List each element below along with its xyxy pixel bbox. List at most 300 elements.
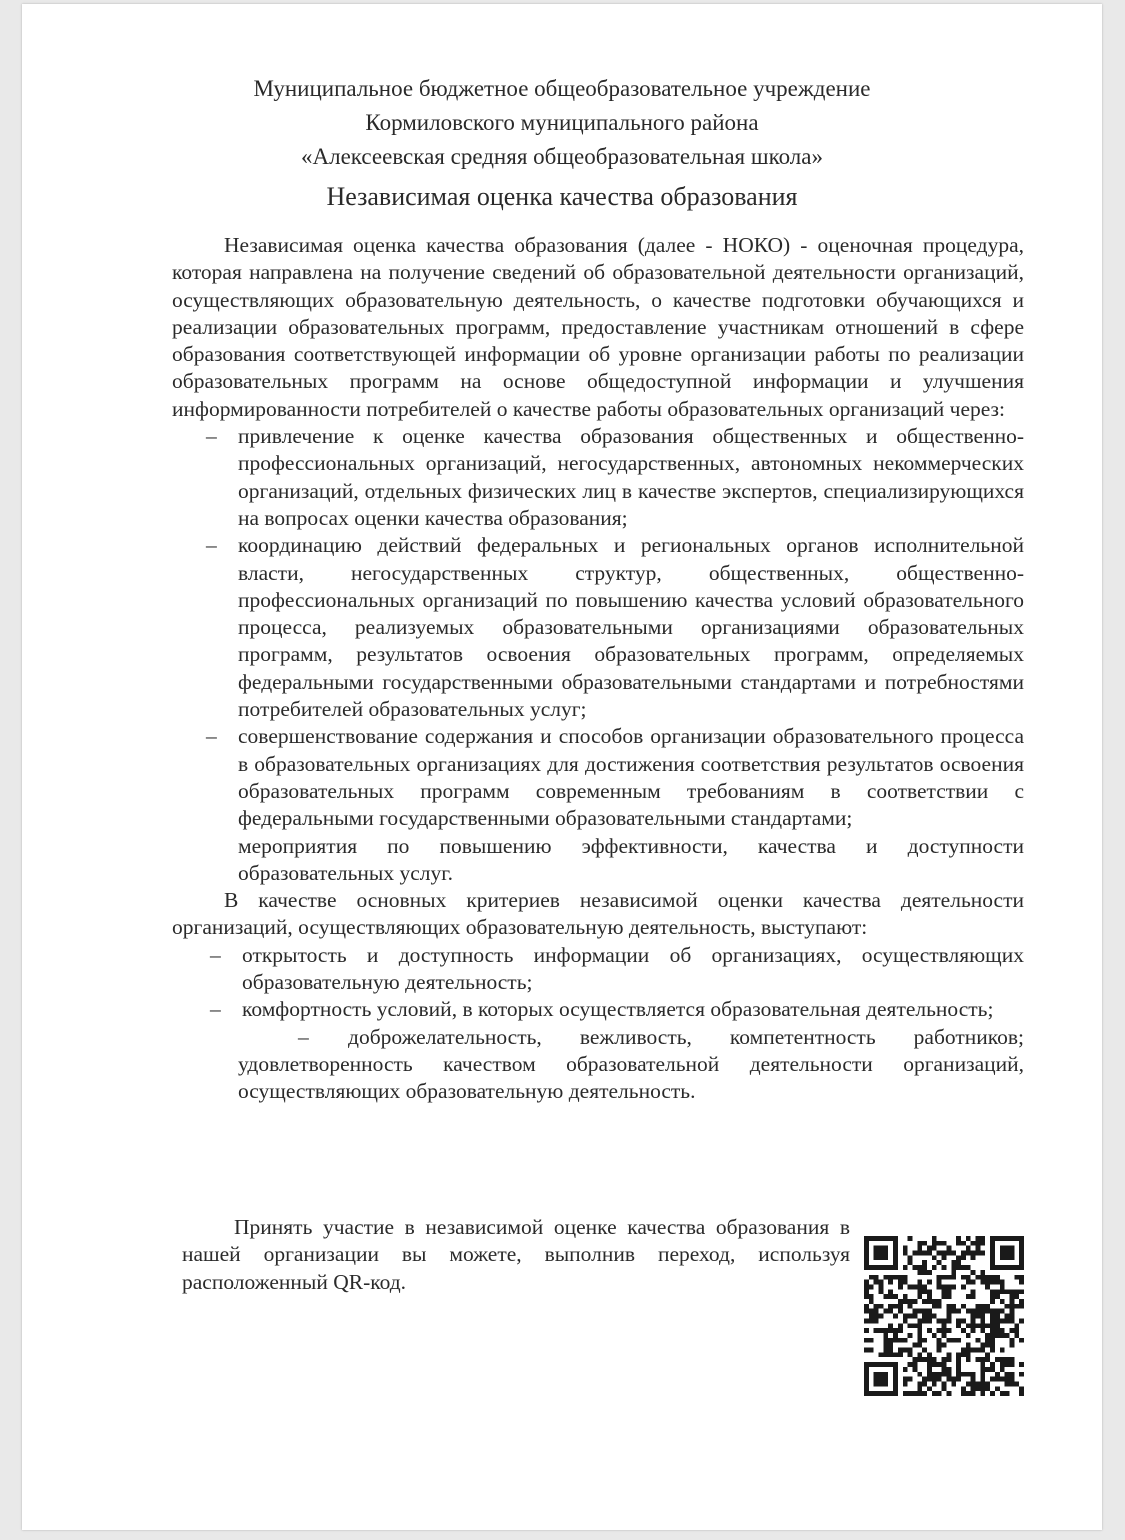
qr-module	[995, 1323, 1000, 1328]
qr-code-icon[interactable]	[864, 1236, 1024, 1396]
qr-module	[922, 1338, 927, 1343]
qr-module	[1000, 1348, 1005, 1353]
qr-module	[976, 1241, 981, 1246]
qr-module	[879, 1246, 884, 1251]
qr-module	[903, 1367, 908, 1372]
qr-module	[990, 1348, 995, 1353]
qr-module	[912, 1309, 917, 1314]
qr-module	[1014, 1328, 1019, 1333]
qr-module	[864, 1304, 869, 1309]
qr-module	[956, 1265, 961, 1270]
qr-module	[883, 1246, 888, 1251]
qr-module	[932, 1372, 937, 1377]
qr-module	[971, 1348, 976, 1353]
qr-module	[879, 1328, 884, 1333]
qr-module	[912, 1265, 917, 1270]
qr-module	[995, 1289, 1000, 1294]
qr-module	[864, 1381, 869, 1386]
qr-module	[893, 1372, 898, 1377]
qr-module	[946, 1352, 951, 1357]
qr-module	[1019, 1372, 1024, 1377]
qr-module	[864, 1386, 869, 1391]
qr-module	[927, 1251, 932, 1256]
qr-module	[888, 1343, 893, 1348]
qr-module	[908, 1255, 913, 1260]
qr-module	[883, 1338, 888, 1343]
qr-module	[1019, 1260, 1024, 1265]
qr-module	[937, 1318, 942, 1323]
qr-module	[985, 1275, 990, 1280]
list-item	[172, 996, 1024, 1023]
qr-module	[966, 1236, 971, 1241]
qr-module	[995, 1328, 1000, 1333]
qr-module	[908, 1333, 913, 1338]
qr-module	[966, 1348, 971, 1353]
qr-module	[1000, 1251, 1005, 1256]
qr-module	[980, 1348, 985, 1353]
qr-module	[874, 1328, 879, 1333]
qr-module	[1009, 1362, 1014, 1367]
qr-module	[864, 1280, 869, 1285]
qr-module	[985, 1323, 990, 1328]
qr-module	[956, 1367, 961, 1372]
qr-module	[990, 1309, 995, 1314]
qr-module	[874, 1377, 879, 1382]
qr-module	[917, 1246, 922, 1251]
list-item	[172, 942, 1024, 997]
intro-paragraph: Независимая оценка качества образования (далее - НОКО) - оценочная процедура, которая направлена на получение сведений об образовательной деятельности организаций, осуществляющих образовательную деятельность, о качестве подготовки обучающихся и реализации образовательных программ, предоставление участникам отношений в сфере образования соответствующей информации об уровне организации работы по реализации образовательных программ на основе общедоступной информации и улучшения информированности потребителей о качестве работы образовательных организаций через:	[172, 233, 1024, 421]
qr-module	[946, 1328, 951, 1333]
qr-module	[1005, 1377, 1010, 1382]
qr-module	[942, 1328, 947, 1333]
qr-module	[961, 1241, 966, 1246]
qr-module	[888, 1265, 893, 1270]
qr-module	[917, 1280, 922, 1285]
qr-module	[995, 1377, 1000, 1382]
qr-module	[874, 1372, 879, 1377]
qr-module	[990, 1323, 995, 1328]
qr-module	[922, 1299, 927, 1304]
qr-module	[990, 1251, 995, 1256]
qr-module	[980, 1314, 985, 1319]
qr-module	[946, 1284, 951, 1289]
qr-module	[898, 1299, 903, 1304]
qr-module	[995, 1275, 1000, 1280]
qr-module	[956, 1377, 961, 1382]
closing-paragraph: Принять участие в независимой оценке качества образования в нашей организации вы можете, выполнив переход, используя расположенный QR-код.	[182, 1215, 850, 1294]
qr-module	[956, 1309, 961, 1314]
qr-module	[917, 1251, 922, 1256]
qr-module	[893, 1386, 898, 1391]
document-title: Независимая оценка качества образования	[326, 182, 798, 211]
qr-module	[980, 1236, 985, 1241]
qr-module	[1009, 1304, 1014, 1309]
qr-module	[951, 1275, 956, 1280]
qr-module	[985, 1333, 990, 1338]
qr-module	[927, 1367, 932, 1372]
qr-module	[888, 1391, 893, 1396]
qr-module	[990, 1362, 995, 1367]
qr-module	[980, 1323, 985, 1328]
qr-module	[980, 1309, 985, 1314]
qr-module	[879, 1314, 884, 1319]
qr-module	[927, 1386, 932, 1391]
qr-module	[1000, 1362, 1005, 1367]
qr-module	[893, 1314, 898, 1319]
qr-module	[951, 1270, 956, 1275]
qr-module	[946, 1289, 951, 1294]
qr-module	[912, 1299, 917, 1304]
qr-module	[1000, 1357, 1005, 1362]
qr-module	[1019, 1362, 1024, 1367]
qr-module	[951, 1377, 956, 1382]
qr-module	[917, 1386, 922, 1391]
qr-module	[942, 1372, 947, 1377]
qr-module	[912, 1362, 917, 1367]
qr-module	[874, 1318, 879, 1323]
qr-module	[927, 1357, 932, 1362]
qr-module	[927, 1352, 932, 1357]
qr-module	[1014, 1304, 1019, 1309]
criteria-intro-paragraph: В качестве основных критериев независимой оценки качества деятельности организаций, осуществляющих образовательную деятельность, выступают:	[172, 888, 1024, 940]
qr-module	[883, 1275, 888, 1280]
qr-module	[908, 1260, 913, 1265]
qr-module	[883, 1348, 888, 1353]
list-item	[172, 723, 1024, 832]
qr-module	[927, 1318, 932, 1323]
qr-module	[937, 1275, 942, 1280]
qr-module	[869, 1318, 874, 1323]
qr-module	[990, 1241, 995, 1246]
document-header	[22, 72, 1102, 214]
qr-module	[951, 1284, 956, 1289]
qr-module	[888, 1362, 893, 1367]
qr-module	[912, 1343, 917, 1348]
qr-module	[995, 1333, 1000, 1338]
qr-module	[932, 1304, 937, 1309]
qr-module	[956, 1362, 961, 1367]
qr-module	[864, 1372, 869, 1377]
qr-module	[922, 1241, 927, 1246]
qr-module	[937, 1280, 942, 1285]
qr-module	[917, 1381, 922, 1386]
qr-module	[976, 1386, 981, 1391]
qr-module	[966, 1343, 971, 1348]
qr-module	[937, 1299, 942, 1304]
qr-module	[869, 1314, 874, 1319]
qr-module	[956, 1260, 961, 1265]
qr-module	[1009, 1314, 1014, 1319]
qr-module	[893, 1255, 898, 1260]
list-item-text: мероприятия по повышению эффективности, качества и доступности образовательных услуг.	[238, 833, 1024, 885]
qr-module	[961, 1348, 966, 1353]
qr-module	[961, 1318, 966, 1323]
qr-module	[1000, 1309, 1005, 1314]
qr-module	[869, 1391, 874, 1396]
qr-module	[874, 1314, 879, 1319]
qr-module	[946, 1338, 951, 1343]
qr-module	[971, 1314, 976, 1319]
qr-module	[976, 1338, 981, 1343]
qr-module	[864, 1391, 869, 1396]
qr-module	[893, 1275, 898, 1280]
qr-module	[888, 1289, 893, 1294]
qr-module	[883, 1343, 888, 1348]
qr-module	[893, 1333, 898, 1338]
qr-module	[898, 1348, 903, 1353]
qr-module	[980, 1280, 985, 1285]
qr-module	[1005, 1372, 1010, 1377]
qr-module	[980, 1357, 985, 1362]
qr-module	[990, 1377, 995, 1382]
qr-module	[961, 1391, 966, 1396]
qr-module	[903, 1275, 908, 1280]
qr-module	[927, 1362, 932, 1367]
qr-module	[990, 1260, 995, 1265]
qr-module	[903, 1318, 908, 1323]
qr-module	[883, 1236, 888, 1241]
qr-module	[995, 1314, 1000, 1319]
qr-module	[990, 1314, 995, 1319]
qr-module	[1000, 1377, 1005, 1382]
qr-module	[1000, 1391, 1005, 1396]
qr-module	[927, 1377, 932, 1382]
qr-module	[917, 1357, 922, 1362]
qr-module	[951, 1338, 956, 1343]
org-name-line-1: Муниципальное бюджетное общеобразовательное учреждение	[253, 76, 871, 101]
qr-module	[966, 1352, 971, 1357]
qr-module	[995, 1357, 1000, 1362]
qr-module	[908, 1352, 913, 1357]
qr-module	[1000, 1328, 1005, 1333]
qr-module	[922, 1309, 927, 1314]
qr-module	[888, 1309, 893, 1314]
dash-marker: –	[206, 724, 217, 749]
qr-module	[908, 1304, 913, 1309]
qr-module	[1009, 1289, 1014, 1294]
qr-module	[951, 1304, 956, 1309]
qr-module	[995, 1372, 1000, 1377]
qr-module	[1014, 1294, 1019, 1299]
qr-module	[1019, 1255, 1024, 1260]
qr-module	[937, 1328, 942, 1333]
qr-module	[971, 1241, 976, 1246]
qr-module	[976, 1309, 981, 1314]
qr-module	[1000, 1289, 1005, 1294]
qr-module	[1000, 1265, 1005, 1270]
qr-module	[864, 1338, 869, 1343]
document-page	[22, 4, 1102, 1530]
qr-module	[942, 1241, 947, 1246]
qr-module	[966, 1280, 971, 1285]
qr-module	[1009, 1309, 1014, 1314]
list-item	[172, 1024, 1024, 1106]
qr-module	[888, 1304, 893, 1309]
qr-module	[966, 1381, 971, 1386]
qr-module	[893, 1377, 898, 1382]
qr-module	[976, 1357, 981, 1362]
qr-module	[1005, 1246, 1010, 1251]
qr-module	[869, 1309, 874, 1314]
qr-module	[879, 1381, 884, 1386]
qr-module	[990, 1367, 995, 1372]
qr-module	[864, 1236, 869, 1241]
qr-module	[879, 1284, 884, 1289]
qr-module	[980, 1377, 985, 1382]
qr-module	[932, 1357, 937, 1362]
qr-module	[1009, 1236, 1014, 1241]
qr-module	[990, 1299, 995, 1304]
qr-module	[1014, 1333, 1019, 1338]
qr-module	[976, 1304, 981, 1309]
qr-module	[1009, 1357, 1014, 1362]
qr-module	[898, 1328, 903, 1333]
qr-module	[917, 1284, 922, 1289]
qr-module	[864, 1289, 869, 1294]
document-body	[172, 232, 1024, 1106]
qr-module	[980, 1251, 985, 1256]
qr-module	[985, 1386, 990, 1391]
qr-module	[942, 1386, 947, 1391]
qr-module	[917, 1241, 922, 1246]
qr-module	[903, 1246, 908, 1251]
qr-module	[927, 1328, 932, 1333]
qr-module	[888, 1236, 893, 1241]
org-name-line-2: Кормиловского муниципального района	[365, 110, 759, 135]
qr-module	[1019, 1236, 1024, 1241]
qr-module	[1005, 1318, 1010, 1323]
qr-module	[946, 1304, 951, 1309]
qr-module	[908, 1377, 913, 1382]
qr-module	[869, 1294, 874, 1299]
qr-module	[908, 1391, 913, 1396]
qr-module	[966, 1333, 971, 1338]
qr-module	[874, 1236, 879, 1241]
dash-marker: –	[210, 997, 221, 1022]
qr-module	[980, 1275, 985, 1280]
qr-module	[932, 1362, 937, 1367]
qr-module	[927, 1314, 932, 1319]
qr-module	[912, 1251, 917, 1256]
qr-module	[956, 1318, 961, 1323]
qr-module	[888, 1328, 893, 1333]
qr-module	[1005, 1333, 1010, 1338]
qr-module	[937, 1241, 942, 1246]
qr-module	[874, 1265, 879, 1270]
qr-module	[879, 1304, 884, 1309]
qr-module	[903, 1265, 908, 1270]
means-list	[172, 423, 1024, 887]
qr-module	[942, 1255, 947, 1260]
qr-module	[893, 1391, 898, 1396]
qr-module	[1005, 1314, 1010, 1319]
qr-module	[990, 1328, 995, 1333]
qr-module	[937, 1372, 942, 1377]
qr-module	[1014, 1265, 1019, 1270]
qr-module	[1005, 1357, 1010, 1362]
qr-module	[985, 1357, 990, 1362]
qr-module	[917, 1352, 922, 1357]
qr-module	[980, 1367, 985, 1372]
dash-marker: –	[206, 424, 217, 449]
qr-module	[1009, 1246, 1014, 1251]
qr-module	[1000, 1367, 1005, 1372]
qr-module	[903, 1391, 908, 1396]
qr-module	[883, 1372, 888, 1377]
qr-module	[912, 1391, 917, 1396]
qr-module	[1019, 1318, 1024, 1323]
qr-module	[961, 1352, 966, 1357]
qr-module	[883, 1328, 888, 1333]
qr-module	[922, 1314, 927, 1319]
qr-module	[942, 1333, 947, 1338]
qr-module	[942, 1294, 947, 1299]
qr-module	[912, 1284, 917, 1289]
qr-module	[932, 1241, 937, 1246]
qr-module	[922, 1260, 927, 1265]
qr-module	[864, 1377, 869, 1382]
qr-module	[864, 1367, 869, 1372]
qr-module	[888, 1352, 893, 1357]
qr-module	[932, 1255, 937, 1260]
qr-module	[1009, 1251, 1014, 1256]
qr-module	[917, 1333, 922, 1338]
qr-module	[985, 1284, 990, 1289]
qr-module	[937, 1284, 942, 1289]
qr-module	[912, 1367, 917, 1372]
qr-module	[903, 1381, 908, 1386]
qr-module	[990, 1265, 995, 1270]
qr-module	[893, 1338, 898, 1343]
qr-module	[961, 1328, 966, 1333]
qr-module	[888, 1348, 893, 1353]
qr-module	[1009, 1377, 1014, 1382]
list-item	[172, 833, 1024, 888]
qr-module	[883, 1352, 888, 1357]
qr-module	[874, 1304, 879, 1309]
qr-module	[874, 1255, 879, 1260]
qr-module	[956, 1255, 961, 1260]
qr-module	[971, 1391, 976, 1396]
qr-module	[932, 1314, 937, 1319]
qr-module	[917, 1372, 922, 1377]
qr-module	[932, 1246, 937, 1251]
qr-module	[971, 1328, 976, 1333]
qr-module	[1005, 1391, 1010, 1396]
qr-module	[903, 1338, 908, 1343]
qr-module	[937, 1348, 942, 1353]
qr-module	[874, 1246, 879, 1251]
qr-module	[985, 1309, 990, 1314]
qr-module	[985, 1280, 990, 1285]
qr-module	[980, 1372, 985, 1377]
qr-module	[961, 1265, 966, 1270]
qr-module	[1019, 1280, 1024, 1285]
qr-module	[951, 1265, 956, 1270]
list-item	[172, 532, 1024, 723]
qr-module	[956, 1372, 961, 1377]
qr-module	[946, 1294, 951, 1299]
qr-module	[893, 1236, 898, 1241]
qr-module	[898, 1352, 903, 1357]
qr-module	[864, 1251, 869, 1256]
qr-module	[971, 1294, 976, 1299]
qr-module	[971, 1270, 976, 1275]
qr-module	[971, 1309, 976, 1314]
qr-module	[1014, 1323, 1019, 1328]
qr-module	[995, 1309, 1000, 1314]
qr-module	[879, 1251, 884, 1256]
